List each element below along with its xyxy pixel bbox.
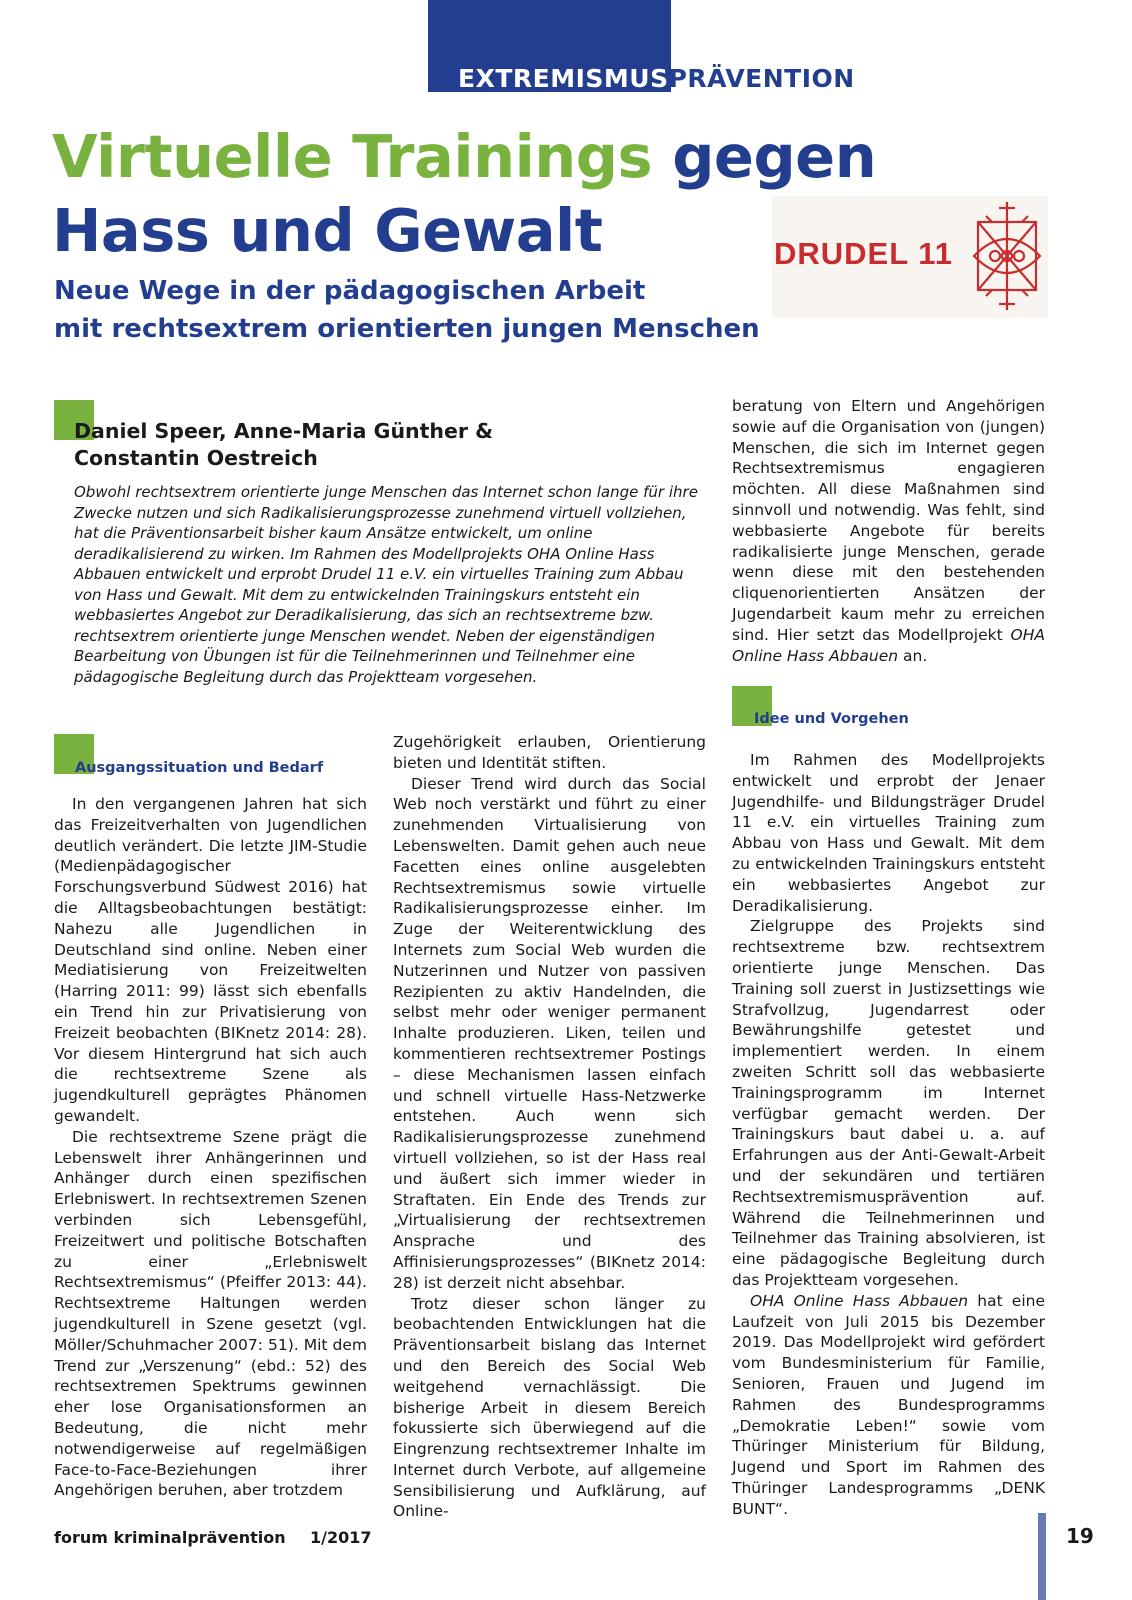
authors	[74, 418, 493, 472]
heading-ausgangssituation: Ausgangssituation und Bedarf	[75, 760, 324, 776]
footer-issue: 1/2017	[310, 1528, 372, 1547]
title-part3: Hass und Gewalt	[52, 196, 603, 265]
paragraph: Im Rahmen des Modellprojekts entwickelt und erprobt der Jenaer Jugendhilfe- und Bildungsträger Drudel 11 e.V. ein virtuelles Training zum Abbau von Hass und Gewalt. Mit dem zu entwickelnden Trainingskurs entsteht ein webbasiertes Angebot zur Deradikalisierung.	[732, 751, 1045, 915]
title-part2: gegen	[652, 122, 877, 191]
paragraph: Dieser Trend wird durch das Social Web noch verstärkt und führt zu einer zunehmenden Virtualisierung von Lebenswelten. Damit gehen auch neue Facetten eines online ausgelebten Rechtsextremismus sowie virtuelle Radikalisierungsprozesse einher. Im Zuge der Weiterentwicklung des Internets zum Social Web wurden die Nutzerinnen und Nutzer von passiven Rezipienten zu aktiv Handelnden, die selbst mehr oder weniger permanent Inhalte produzieren. Liken, teilen und kommentieren rechtsextremer Postings – diese Mechanismen lassen einfach und schnell virtuelle Hass-Netzwerke entstehen. Auch wenn sich Radikalisierungsprozesse zunehmend virtuell vollziehen, so ist der Hass real und äußert sich immer wieder in Straftaten. Ein Ende des Trends zur „Virtualisierung der rechtsextremen Ansprache und des Affinisierungsprozesses“ (BIKnetz 2014: 28) ist derzeit nicht absehbar.	[393, 774, 706, 1292]
column-2	[393, 732, 706, 1522]
paragraph	[732, 1291, 1045, 1520]
section-label-part2: PRÄVENTION	[668, 64, 855, 93]
paragraph-text: beratung von Eltern und Angehörigen sowie auf die Organisation von (jungen) Menschen, die sich im Internet gegen Rechtsextremismus engagieren möchten. All diese Maßnahmen sind sinnvoll und notwendig. Was fehlt, sind webbasierte Angebote für bereits radikalisierte junge Menschen, gerade wenn diese mit den bestehenden cliquenorientierten Ansätzen der Jugendarbeit kaum mehr zu erreichen sind. Hier setzt das Modellprojekt	[732, 397, 1045, 644]
article-subtitle	[54, 272, 760, 348]
paragraph: In den vergangenen Jahren hat sich das Freizeitverhalten von Jugendlichen deutlich verändert. Die letzte JIM-Studie (Medienpädagogischer Forschungsverbund Südwest 2016) hat die Alltagsbeobachtungen bestätigt: Nahezu alle Jugendlichen in Deutschland sind online. Neben einer Mediatisierung von Freizeitwelten (Harring 2011: 99) lässt sich ebenfalls ein Trend hin zur Privatisierung von Freizeit beobachten (BIKnetz 2014: 28). Vor diesem Hintergrund hat sich auch die rechtsextreme Szene als jugendkulturell geprägtes Phänomen gewandelt.	[54, 795, 367, 1125]
article-title	[52, 120, 876, 268]
section-label	[458, 64, 855, 93]
authors-line2: Constantin Oestreich	[74, 446, 318, 470]
page-number: 19	[1066, 1524, 1094, 1548]
paragraph-text: hat eine Laufzeit von Juli 2015 bis Dezember 2019. Das Modellprojekt wird gefördert vom Bundesministerium für Familie, Senioren, Frauen und Jugend im Rahmen des Bundesprogramms „Demokratie Leben!“ sowie vom Thüringer Ministerium für Bildung, Jugend und Sport im Rahmen des Thüringer Landesprogramms „DENK BUNT“.	[732, 1291, 1045, 1518]
subtitle-line1: Neue Wege in der pädagogischen Arbeit	[54, 276, 646, 306]
project-name-italic: OHA Online Hass Abbauen	[732, 625, 1045, 665]
title-green-part: Virtuelle Trainings	[52, 122, 653, 191]
paragraph-end: an.	[898, 646, 928, 665]
section-label-part1: EXTREMISMUS	[458, 64, 669, 93]
footer-bar	[1038, 1513, 1046, 1600]
drudel-logo	[772, 196, 1048, 318]
subtitle-line2: mit rechtsextrem orientierten jungen Menschen	[54, 314, 760, 344]
abstract: Obwohl rechtsextrem orientierte junge Menschen das Internet schon lange für ihre Zwecke nutzen und sich Radikalisierungsprozesse zunehmend virtuell vollziehen, hat die Präventionsarbeit bisher kaum Ansätze entwickelt, um online deradikalisierend zu wirken. Im Rahmen des Modellprojekts OHA Online Hass Abbauen entwickelt und erprobt Drudel 11 e.V. ein virtuelles Training zum Abbau von Hass und Gewalt. Mit dem zu entwickelnden Trainingskurs entsteht ein webbasiertes Angebot zur Deradikalisierung, das sich an rechtsextreme bzw. rechtsextrem orientierte junge Menschen wendet. Neben der eigenständigen Bearbeitung von Übungen ist für die Teilnehmerinnen und Teilnehmer eine pädagogische Begleitung durch das Projektteam vorgesehen.	[74, 483, 698, 686]
heading-idee-und-vorgehen: Idee und Vorgehen	[754, 711, 909, 727]
drudel-emblem-icon	[968, 200, 1046, 312]
column-1	[54, 794, 367, 1501]
logo-text: DRUDEL 11	[774, 236, 953, 271]
column-3-top	[732, 396, 1045, 666]
paragraph: Zielgruppe des Projekts sind rechtsextreme bzw. rechtsextrem orientierte junge Menschen. Das Training soll zuerst in Justizsettings wie Strafvollzug, Jugendarrest oder Bewährungshilfe getestet und implementiert werden. In einem zweiten Schritt soll das webbasierte Trainingsprogramm im Internet verfügbar gemacht werden. Der Trainingskurs baut dabei u. a. auf Erfahrungen aus der Anti-Gewalt-Arbeit und der sekundären und tertiären Rechtsextremismusprävention auf. Während die Teilnehmerinnen und Teilnehmer das Training absolvieren, ist eine pädagogische Begleitung durch das Projektteam vorgesehen.	[732, 917, 1045, 1289]
paragraph	[732, 396, 1045, 666]
authors-line1: Daniel Speer, Anne-Maria Günther &	[74, 419, 494, 443]
paragraph: Trotz dieser schon länger zu beobachtenden Entwicklungen hat die Präventionsarbeit bislang das Internet und den Bereich des Social Web weitgehend vernachlässigt. Die bisherige Arbeit in diesem Bereich fokussierte sich überwiegend auf die Eingrenzung rechtsextremer Inhalte im Internet durch Verbote, auf allgemeine Sensibilisierung und Aufklärung, auf Online-	[393, 1294, 706, 1521]
project-name-italic: OHA Online Hass Abbauen	[750, 1291, 969, 1310]
footer-magazine-name: forum kriminalprävention	[54, 1528, 286, 1547]
paragraph: Zugehörigkeit erlauben, Orientierung bieten und Identität stiften.	[393, 733, 706, 772]
paragraph: Die rechtsextreme Szene prägt die Lebenswelt ihrer Anhängerinnen und Anhänger durch einen spezifischen Erlebniswert. In rechtsextremen Szenen verbinden sich Lebensgefühl, Freizeitwert und politische Botschaften zu einer „Erlebniswelt Rechtsextremismus“ (Pfeiffer 2013: 44). Rechtsextreme Haltungen werden jugendkulturell in Szene gesetzt (vgl. Möller/Schuhmacher 2007: 51). Mit dem Trend zur „Verszenung“ (ebd.: 52) des rechtsextremen Spektrums gewinnen eher lose Organisationsformen an Bedeutung, die nicht mehr notwendigerweise auf regelmäßigen Face-to-Face-Beziehungen ihrer Angehörigen beruhen, aber trotzdem	[54, 1127, 367, 1500]
column-3-bottom	[732, 750, 1045, 1519]
